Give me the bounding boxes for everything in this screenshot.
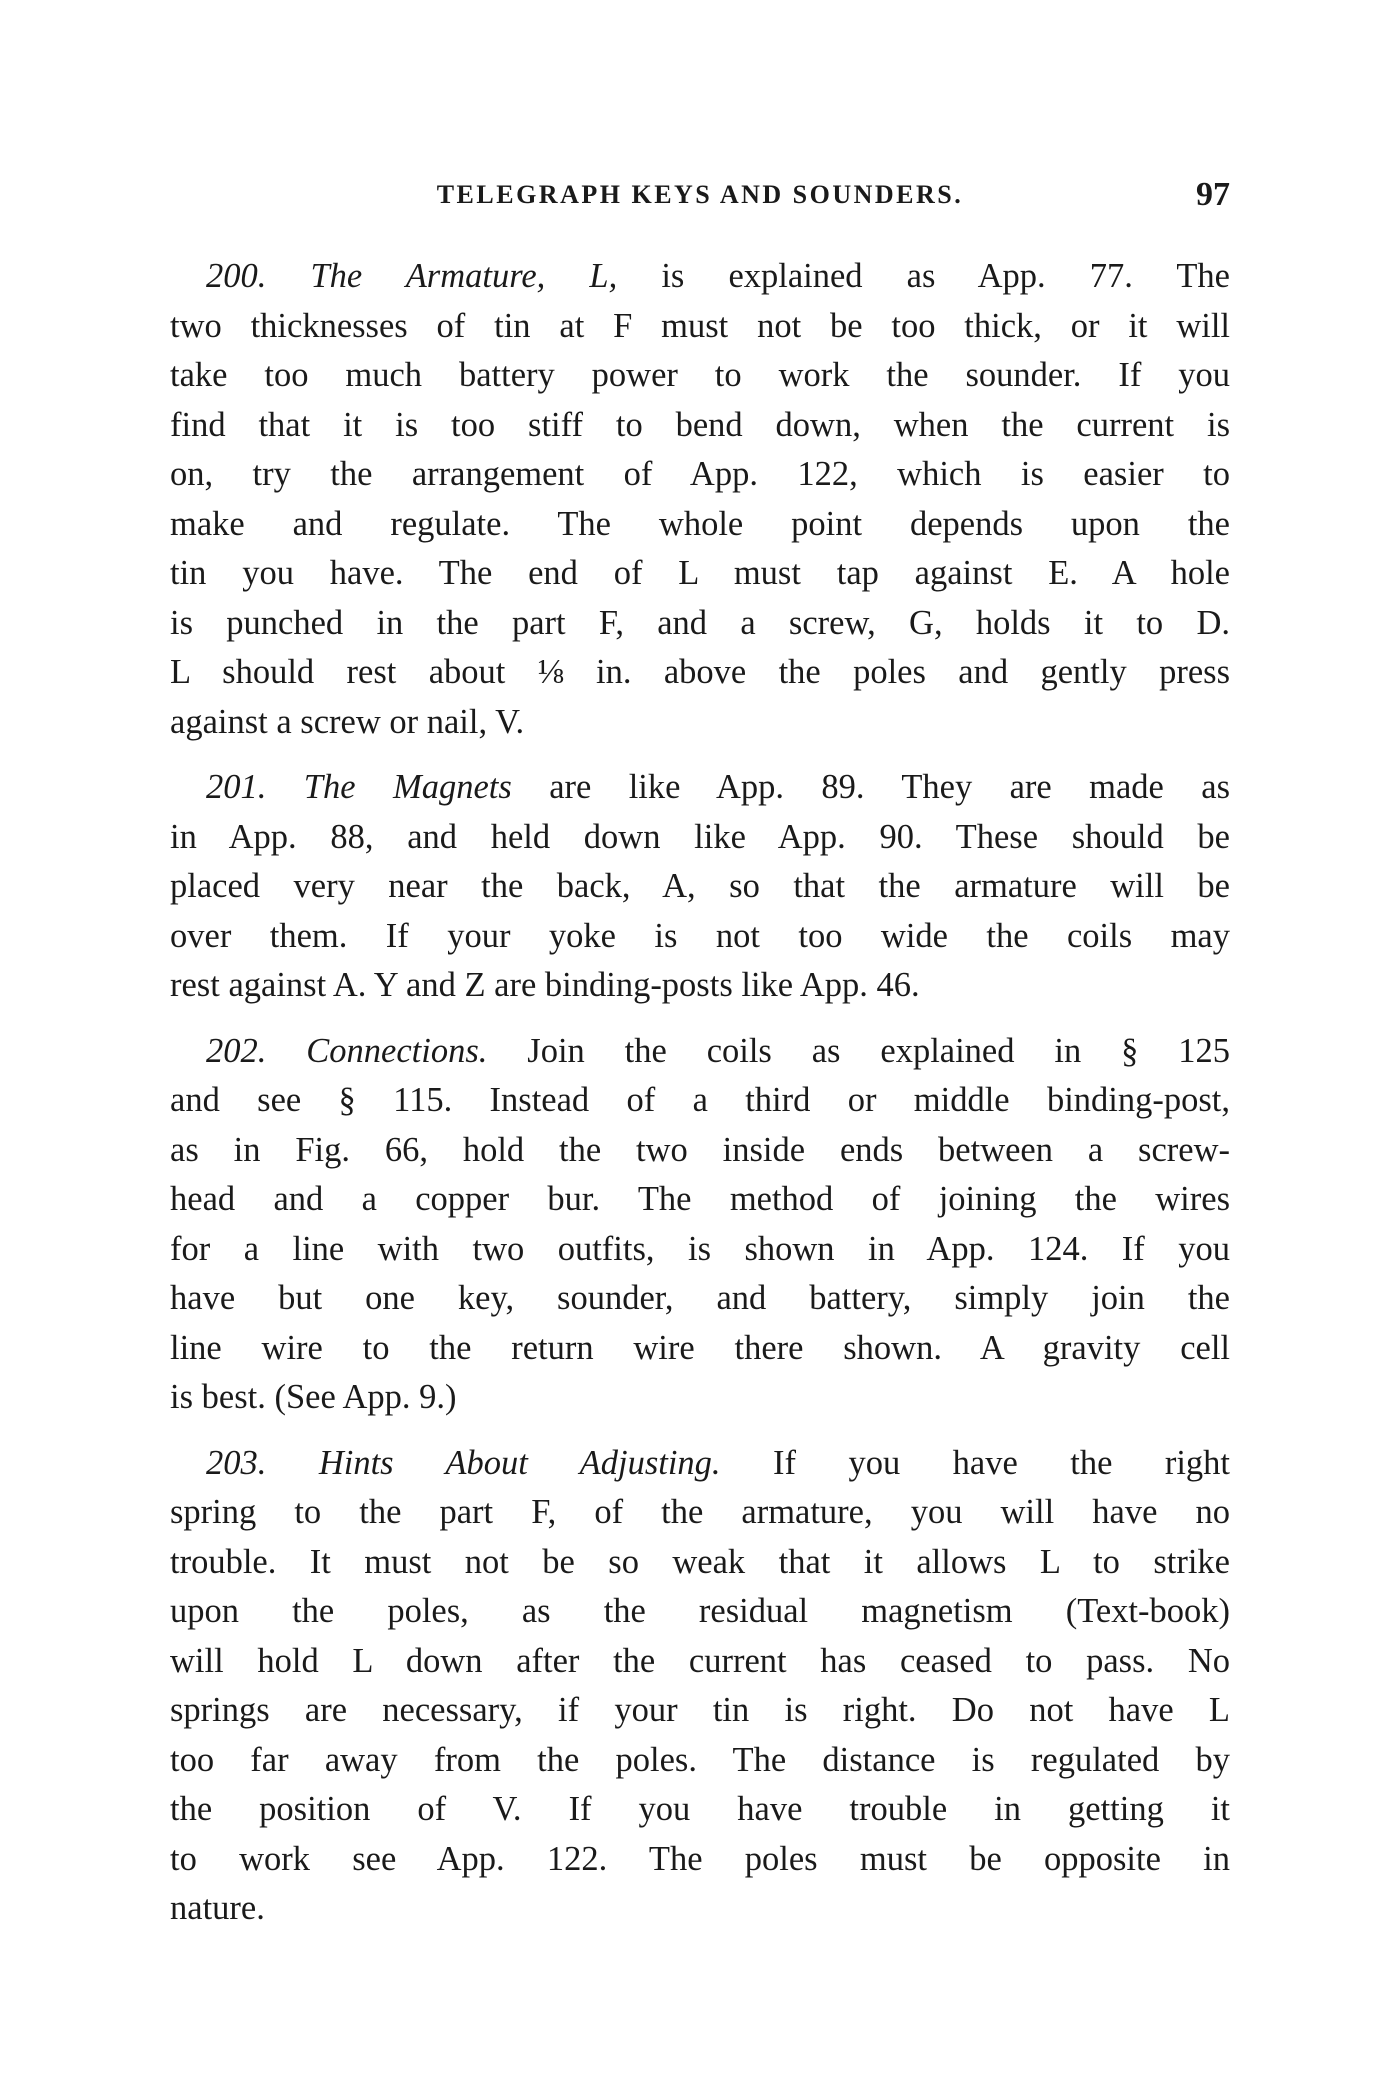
text-line [170, 1027, 1230, 1077]
section-number: 203. [206, 1443, 267, 1482]
line-text: head and a copper bur. The method of joining the wires [170, 1180, 1230, 1218]
line-text: L should rest about ⅛ in. above the poles and gently press [170, 653, 1230, 691]
text-line [170, 1274, 1230, 1324]
line-text: have but one key, sounder, and battery, simply join the [170, 1279, 1230, 1317]
line-text: springs are necessary, if your tin is right. Do not have L [170, 1691, 1230, 1729]
page-body [170, 252, 1230, 1950]
paragraph-200 [170, 252, 1230, 747]
line-text: nature. [170, 1889, 265, 1927]
line-text: trouble. It must not be so weak that it allows L to strike [170, 1542, 1230, 1581]
line-text: upon the poles, as the residual magnetism (Text-book) [170, 1592, 1230, 1630]
text-line [170, 1637, 1230, 1687]
paragraph-203 [170, 1439, 1230, 1934]
text-line [170, 1175, 1230, 1225]
text-line [170, 813, 1230, 863]
text-line [170, 549, 1230, 599]
line-text: are like App. 89. They are made as [511, 768, 1231, 806]
text-line [170, 1439, 1230, 1489]
line-text: for a line with two outfits, is shown in App. 124. If you [170, 1229, 1230, 1268]
text-line [170, 1538, 1230, 1588]
line-text: is punched in the part F, and a screw, G, holds it to D. [170, 603, 1230, 642]
section-heading: Connections. [306, 1031, 488, 1070]
text-line [170, 1587, 1230, 1637]
text-line [170, 351, 1230, 401]
text-line [170, 1373, 1230, 1423]
text-line [170, 763, 1230, 813]
line-text: take too much battery power to work the sounder. If you [170, 356, 1230, 394]
line-text: make and regulate. The whole point depends upon the [170, 504, 1230, 543]
text-line [170, 961, 1230, 1011]
text-line [170, 500, 1230, 550]
line-text: over them. If your yoke is not too wide the coils may [170, 916, 1230, 955]
line-text: will hold L down after the current has ceased to pass. No [170, 1641, 1230, 1680]
paragraph-202 [170, 1027, 1230, 1423]
text-line [170, 1835, 1230, 1885]
text-line [170, 302, 1230, 352]
running-head [170, 176, 1230, 220]
text-line [170, 1126, 1230, 1176]
page-number: 97 [1196, 176, 1230, 213]
line-text: to work see App. 122. The poles must be opposite in [170, 1839, 1230, 1878]
text-line [170, 450, 1230, 500]
text-line [170, 1225, 1230, 1275]
line-text: is explained as App. 77. The [617, 257, 1230, 295]
text-line [170, 1736, 1230, 1786]
text-line [170, 1785, 1230, 1835]
section-number: 201. [206, 768, 267, 806]
line-text: in App. 88, and held down like App. 90. These should be [170, 817, 1230, 856]
line-text: and see § 115. Instead of a third or middle binding-post, [170, 1081, 1230, 1119]
text-line [170, 401, 1230, 451]
line-text: If you have the right [720, 1443, 1230, 1482]
text-line [170, 648, 1230, 698]
line-text: as in Fig. 66, hold the two inside ends between a screw- [170, 1130, 1230, 1169]
line-text: rest against A. Y and Z are binding-posts like App. 46. [170, 966, 920, 1004]
line-text: two thicknesses of tin at F must not be too thick, or it will [170, 306, 1230, 345]
text-line [170, 599, 1230, 649]
section-number: 202. [206, 1031, 267, 1070]
section-heading: Hints About Adjusting. [318, 1443, 721, 1482]
running-title: TELEGRAPH KEYS AND SOUNDERS. [436, 180, 964, 209]
line-text: too far away from the poles. The distance is regulated by [170, 1740, 1230, 1779]
line-text: line wire to the return wire there shown. A gravity cell [170, 1328, 1230, 1367]
section-number: 200. [206, 257, 267, 295]
text-line [170, 1884, 1230, 1934]
line-text: the position of V. If you have trouble in getting it [170, 1790, 1230, 1828]
text-line [170, 1686, 1230, 1736]
section-heading: The Armature, L, [310, 257, 618, 295]
line-text: is best. (See App. 9.) [170, 1378, 457, 1416]
section-heading: The Magnets [303, 768, 512, 806]
line-text: Join the coils as explained in § 125 [487, 1031, 1230, 1070]
text-line [170, 1076, 1230, 1126]
line-text: find that it is too stiff to bend down, when the current is [170, 405, 1230, 444]
text-line [170, 1488, 1230, 1538]
line-text: against a screw or nail, V. [170, 702, 525, 741]
text-line [170, 698, 1230, 748]
paragraph-201 [170, 763, 1230, 1011]
text-line [170, 252, 1230, 302]
text-line [170, 1324, 1230, 1374]
line-text: placed very near the back, A, so that the armature will be [170, 867, 1230, 905]
line-text: on, try the arrangement of App. 122, which is easier to [170, 455, 1230, 493]
line-text: tin you have. The end of L must tap against E. A hole [170, 554, 1230, 592]
text-line [170, 912, 1230, 962]
line-text: spring to the part F, of the armature, you will have no [170, 1493, 1230, 1531]
text-line [170, 862, 1230, 912]
